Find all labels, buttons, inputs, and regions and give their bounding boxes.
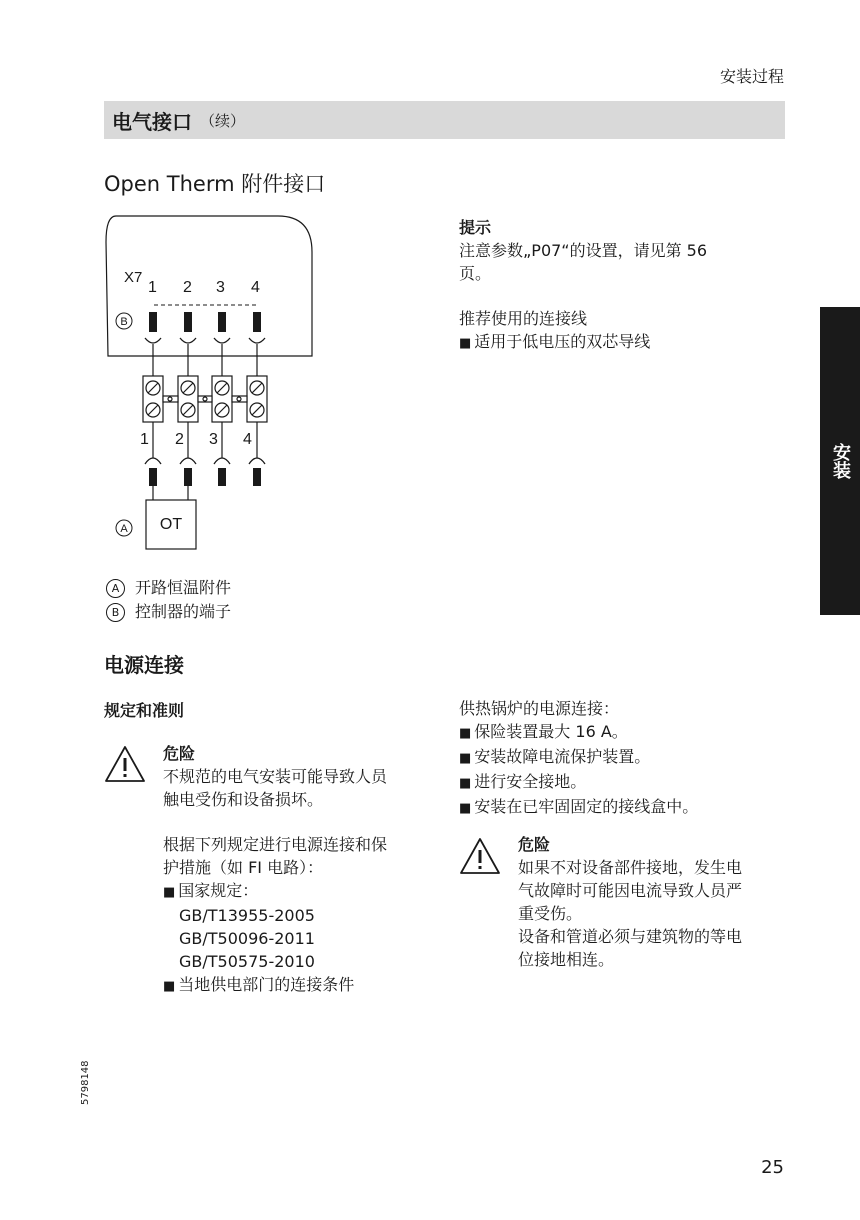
top-sockets [145,338,265,343]
local-rules-item: ■ 当地供电部门的连接条件 [163,973,433,998]
ot-label: OT [159,516,183,533]
x7-label: X7 [124,269,143,286]
bottom-sockets [145,458,265,464]
boiler-item: ■ 进行安全接地。 [459,770,779,795]
note-title: 提示 [459,218,492,237]
legend-text: 开路恒温附件 [135,578,232,597]
national-rules-item: ■ 国家规定： [163,879,433,904]
danger-block-1 [163,742,433,811]
wiring-diagram [100,212,330,557]
section-title: 电气接口 [112,109,192,134]
note-line: 注意参数„P07“的设置，请见第 56 [459,241,708,260]
recommend-title: 推荐使用的连接线 [459,309,588,328]
chapter-title: 安装过程 [719,67,784,86]
bottom-number: 1 [140,431,149,448]
controller-outline [106,216,312,356]
note-block [459,216,779,285]
side-tab [820,307,860,615]
boiler-intro: 供热锅炉的电源连接： [459,699,620,718]
bottom-number: 2 [175,431,184,448]
danger-line: 触电受伤和设备损坏。 [163,790,324,809]
terminal-block [143,376,267,422]
rules-heading: 规定和准则 [104,701,185,720]
boiler-block [459,697,779,820]
warning-icon [103,744,147,784]
rules-intro-line: 根据下列规定进行电源连接和保 [163,835,388,854]
danger-line: 设备和管道必须与建筑物的等电 [518,927,743,946]
legend-text: 控制器的端子 [135,602,232,621]
bottom-wires [153,422,257,458]
warning-icon [458,836,502,876]
legend-item-b [106,600,231,623]
bottom-number: 3 [209,431,218,448]
top-number: 3 [216,279,225,296]
boiler-item: ■ 安装故障电流保护装置。 [459,745,779,770]
ot-heading: Open Therm 附件接口 [104,172,326,196]
danger-line: 重受伤。 [518,904,583,923]
recommend-block [459,307,779,355]
section-bar [104,101,785,139]
top-pins [149,312,261,332]
document-number: 5798148 [80,1060,91,1105]
legend-marker: B [106,603,125,622]
danger-title: 危险 [163,744,196,763]
boiler-item: ■ 安装在已牢固固定的接线盒中。 [459,795,779,820]
side-tab-label: 安装 [830,443,851,479]
danger-line: 气故障时可能因电流导致人员严 [518,881,743,900]
marker-a: A [120,523,128,535]
rules-intro-line: 护措施（如 FI 电路）： [163,858,324,877]
top-number: 1 [148,279,157,296]
danger-block-2 [518,833,788,971]
top-number: 4 [251,279,260,296]
danger-line: 位接地相连。 [518,950,615,969]
top-wires [153,344,257,376]
bottom-pins [149,468,261,486]
boiler-item: ■ 保险装置最大 16 A。 [459,720,779,745]
top-number: 2 [183,279,192,296]
danger-title: 危险 [518,835,551,854]
legend-marker: A [106,579,125,598]
power-heading: 电源连接 [104,653,184,677]
danger-line: 不规范的电气安装可能导致人员 [163,767,388,786]
legend-item-a [106,576,231,599]
page-number: 25 [761,1157,784,1178]
note-line: 页。 [459,264,492,283]
bottom-number: 4 [243,431,252,448]
danger-line: 如果不对设备部件接地，发生电 [518,858,743,877]
ot-wires [153,486,188,500]
section-suffix: （续） [200,111,246,130]
standard-item: GB/T13955-2005 [179,906,315,925]
standard-item: GB/T50575-2010 [179,952,315,971]
rules-block [163,833,433,998]
recommend-item: ■ 适用于低电压的双芯导线 [459,330,779,355]
marker-b: B [120,316,128,328]
standard-item: GB/T50096-2011 [179,929,315,948]
